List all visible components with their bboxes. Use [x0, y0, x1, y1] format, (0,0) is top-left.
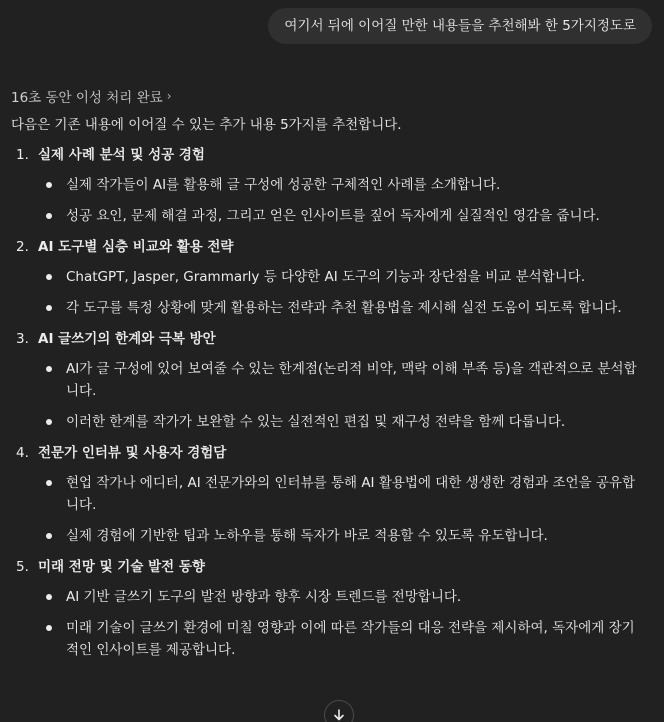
list-item: [11, 525, 651, 547]
recommendation-section: [11, 442, 651, 547]
section-title: [11, 328, 651, 350]
list-item: [11, 297, 651, 319]
list-item-text: 각 도구를 특정 상황에 맞게 활용하는 전략과 추천 활용법을 제시해 실전 도움이 되도록 합니다.: [66, 300, 622, 316]
section-number: 3.: [16, 331, 29, 347]
bullet-list: [11, 358, 651, 433]
bullet-dot: [46, 305, 52, 311]
bullet-dot: [46, 419, 52, 425]
section-number: 2.: [16, 239, 29, 255]
list-item-text: ChatGPT, Jasper, Grammarly 등 다양한 AI 도구의 기능과 장단점을 비교 분석합니다.: [66, 269, 586, 285]
section-title-text: 전문가 인터뷰 및 사용자 경험담: [38, 445, 227, 461]
list-item: [11, 617, 651, 661]
list-item: [11, 411, 651, 433]
arrow-down-icon: [332, 708, 346, 722]
bullet-list: [11, 174, 651, 227]
bullet-dot: [46, 213, 52, 219]
list-item-text: 현업 작가나 에디터, AI 전문가와의 인터뷰를 통해 AI 활용법에 대한 생생한 경험과 조언을 공유합니다.: [66, 475, 636, 513]
section-title-text: AI 도구별 심층 비교와 활용 전략: [38, 239, 234, 255]
list-item: [11, 358, 651, 402]
bullet-dot: [46, 366, 52, 372]
section-title: [11, 556, 651, 578]
section-title: [11, 442, 651, 464]
recommendation-section: [11, 328, 651, 433]
section-number: 5.: [16, 559, 29, 575]
list-item-text: AI가 글 구성에 있어 보여줄 수 있는 한계점(논리적 비약, 맥락 이해 부족 등)을 객관적으로 분석합니다.: [66, 361, 637, 399]
assistant-response: [11, 114, 651, 670]
section-title: [11, 236, 651, 258]
bullet-dot: [46, 182, 52, 188]
list-item: [11, 586, 651, 608]
bullet-dot: [46, 594, 52, 600]
section-number: 1.: [16, 147, 29, 163]
list-item-text: 성공 요인, 문제 해결 과정, 그리고 얻은 인사이트를 짚어 독자에게 실질적인 영감을 줍니다.: [66, 208, 600, 224]
bullet-dot: [46, 625, 52, 631]
bullet-dot: [46, 274, 52, 280]
bullet-list: [11, 266, 651, 319]
scroll-to-bottom-button[interactable]: [324, 700, 354, 722]
bullet-list: [11, 586, 651, 661]
recommendation-section: [11, 556, 651, 661]
user-message-bubble: [268, 8, 652, 44]
reasoning-label: 16초 동안 이성 처리 완료: [11, 90, 163, 106]
list-item: [11, 472, 651, 516]
user-message-text: 여기서 뒤에 이어질 만한 내용들을 추천해봐 한 5가지정도로: [284, 18, 636, 34]
section-title-text: 미래 전망 및 기술 발전 동향: [38, 559, 205, 575]
list-item: [11, 266, 651, 288]
bullet-dot: [46, 480, 52, 486]
list-item: [11, 174, 651, 196]
bullet-dot: [46, 533, 52, 539]
list-item-text: AI 기반 글쓰기 도구의 발전 방향과 향후 시장 트렌드를 전망합니다.: [66, 589, 462, 605]
section-title-text: AI 글쓰기의 한계와 극복 방안: [38, 331, 216, 347]
response-intro: 다음은 기존 내용에 이어질 수 있는 추가 내용 5가지를 추천합니다.: [11, 117, 402, 133]
list-item-text: 실제 경험에 기반한 팁과 노하우를 통해 독자가 바로 적용할 수 있도록 유도합니다.: [66, 528, 548, 544]
section-title: [11, 144, 651, 166]
list-item-text: 미래 기술이 글쓰기 환경에 미칠 영향과 이에 따른 작가들의 대응 전략을 제시하여, 독자에게 장기적인 인사이트를 제공합니다.: [66, 620, 635, 658]
section-title-text: 실제 사례 분석 및 성공 경험: [38, 147, 205, 163]
reasoning-toggle[interactable]: [11, 86, 172, 106]
recommendation-section: [11, 236, 651, 319]
list-item-text: 실제 작가들이 AI를 활용해 글 구성에 성공한 구체적인 사례를 소개합니다.: [66, 177, 501, 193]
list-item-text: 이러한 한계를 작가가 보완할 수 있는 실전적인 편집 및 재구성 전략을 함께 다룹니다.: [66, 414, 566, 430]
recommendation-section: [11, 144, 651, 227]
chevron-right-icon: ›: [166, 89, 172, 103]
bullet-list: [11, 472, 651, 547]
list-item: [11, 205, 651, 227]
section-number: 4.: [16, 445, 29, 461]
